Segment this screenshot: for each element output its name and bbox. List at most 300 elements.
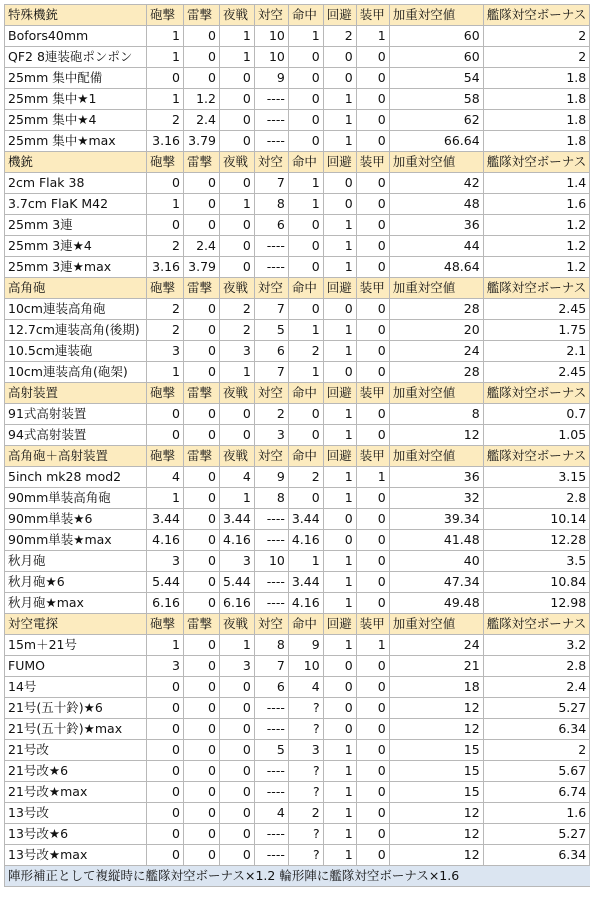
value-cell[interactable]: 3 [220, 551, 255, 572]
equipment-name-cell[interactable]: 14号 [5, 677, 147, 698]
value-cell[interactable]: 36 [389, 467, 483, 488]
value-cell[interactable]: 1 [288, 194, 323, 215]
value-cell[interactable]: ---- [254, 89, 288, 110]
value-cell[interactable]: 15 [389, 782, 483, 803]
value-cell[interactable]: 1.4 [483, 173, 590, 194]
value-cell[interactable]: 0 [356, 488, 389, 509]
column-header[interactable]: 砲撃 [147, 383, 184, 404]
value-cell[interactable]: 12.28 [483, 530, 590, 551]
value-cell[interactable]: 0 [147, 845, 184, 866]
value-cell[interactable]: ---- [254, 719, 288, 740]
value-cell[interactable]: 2 [483, 26, 590, 47]
value-cell[interactable]: 5 [254, 740, 288, 761]
value-cell[interactable]: 1 [147, 488, 184, 509]
value-cell[interactable]: 8 [254, 194, 288, 215]
value-cell[interactable]: 0 [288, 299, 323, 320]
column-header[interactable]: 回避 [323, 278, 356, 299]
column-header[interactable]: 砲撃 [147, 152, 184, 173]
value-cell[interactable]: 12 [389, 425, 483, 446]
value-cell[interactable]: 3.79 [184, 131, 220, 152]
value-cell[interactable]: 3.44 [220, 509, 255, 530]
equipment-name-cell[interactable]: 94式高射装置 [5, 425, 147, 446]
value-cell[interactable]: 0 [356, 656, 389, 677]
value-cell[interactable]: 0 [356, 299, 389, 320]
value-cell[interactable]: 0 [356, 719, 389, 740]
value-cell[interactable]: 5.67 [483, 761, 590, 782]
value-cell[interactable]: 3.79 [184, 257, 220, 278]
value-cell[interactable]: 2.4 [184, 236, 220, 257]
value-cell[interactable]: 0 [356, 215, 389, 236]
value-cell[interactable]: 66.64 [389, 131, 483, 152]
value-cell[interactable]: 4.16 [147, 530, 184, 551]
value-cell[interactable]: 9 [254, 467, 288, 488]
value-cell[interactable]: 0 [288, 236, 323, 257]
value-cell[interactable]: 6.16 [147, 593, 184, 614]
value-cell[interactable]: 1 [323, 761, 356, 782]
equipment-name-cell[interactable]: 13号改★6 [5, 824, 147, 845]
value-cell[interactable]: 1 [288, 320, 323, 341]
value-cell[interactable]: 0 [147, 824, 184, 845]
value-cell[interactable]: 0 [323, 719, 356, 740]
value-cell[interactable]: 0 [323, 173, 356, 194]
value-cell[interactable]: 54 [389, 68, 483, 89]
value-cell[interactable]: 0 [184, 635, 220, 656]
value-cell[interactable]: 6.34 [483, 845, 590, 866]
column-header[interactable]: 加重対空値 [389, 383, 483, 404]
value-cell[interactable]: 1 [323, 845, 356, 866]
value-cell[interactable]: 3.16 [147, 131, 184, 152]
value-cell[interactable]: 0 [147, 719, 184, 740]
value-cell[interactable]: 2 [147, 320, 184, 341]
value-cell[interactable]: 12 [389, 698, 483, 719]
value-cell[interactable]: ---- [254, 698, 288, 719]
value-cell[interactable]: 0 [288, 47, 323, 68]
value-cell[interactable]: 3.16 [147, 257, 184, 278]
value-cell[interactable]: 20 [389, 320, 483, 341]
column-header[interactable]: 砲撃 [147, 278, 184, 299]
value-cell[interactable]: 1 [323, 425, 356, 446]
value-cell[interactable]: 0 [356, 236, 389, 257]
value-cell[interactable]: 0 [356, 845, 389, 866]
value-cell[interactable]: 0 [323, 656, 356, 677]
equipment-name-cell[interactable]: 15m＋21号 [5, 635, 147, 656]
value-cell[interactable]: 0 [220, 110, 255, 131]
equipment-name-cell[interactable]: 10.5cm連装砲 [5, 341, 147, 362]
value-cell[interactable]: 0 [356, 320, 389, 341]
column-header[interactable]: 対空 [254, 446, 288, 467]
value-cell[interactable]: 0 [220, 215, 255, 236]
value-cell[interactable]: 5.27 [483, 824, 590, 845]
value-cell[interactable]: 0 [356, 572, 389, 593]
value-cell[interactable]: 0 [323, 677, 356, 698]
column-header[interactable]: 対空 [254, 383, 288, 404]
value-cell[interactable]: 0 [220, 89, 255, 110]
value-cell[interactable]: 1.8 [483, 68, 590, 89]
value-cell[interactable]: 0 [323, 362, 356, 383]
value-cell[interactable]: 0 [184, 761, 220, 782]
value-cell[interactable]: 2.4 [184, 110, 220, 131]
column-header[interactable]: 艦隊対空ボーナス [483, 614, 590, 635]
value-cell[interactable]: 4.16 [220, 530, 255, 551]
value-cell[interactable]: 1 [288, 173, 323, 194]
section-title[interactable]: 機銃 [5, 152, 147, 173]
value-cell[interactable]: 0 [323, 530, 356, 551]
value-cell[interactable]: 1.8 [483, 89, 590, 110]
value-cell[interactable]: 0 [220, 719, 255, 740]
column-header[interactable]: 命中 [288, 152, 323, 173]
value-cell[interactable]: 0 [323, 47, 356, 68]
column-header[interactable]: 回避 [323, 152, 356, 173]
value-cell[interactable]: 0.7 [483, 404, 590, 425]
column-header[interactable]: 回避 [323, 383, 356, 404]
value-cell[interactable]: 0 [356, 761, 389, 782]
value-cell[interactable]: 9 [254, 68, 288, 89]
value-cell[interactable]: 4 [147, 467, 184, 488]
value-cell[interactable]: 0 [184, 425, 220, 446]
value-cell[interactable]: 1 [323, 803, 356, 824]
equipment-name-cell[interactable]: 13号改 [5, 803, 147, 824]
value-cell[interactable]: 0 [184, 551, 220, 572]
value-cell[interactable]: 10.14 [483, 509, 590, 530]
value-cell[interactable]: 0 [184, 341, 220, 362]
value-cell[interactable]: 1 [323, 257, 356, 278]
value-cell[interactable]: 1 [220, 194, 255, 215]
equipment-name-cell[interactable]: 13号改★max [5, 845, 147, 866]
value-cell[interactable]: 10 [288, 656, 323, 677]
value-cell[interactable]: 58 [389, 89, 483, 110]
value-cell[interactable]: 10 [254, 551, 288, 572]
value-cell[interactable]: 0 [323, 194, 356, 215]
value-cell[interactable]: 0 [184, 488, 220, 509]
value-cell[interactable]: 0 [356, 173, 389, 194]
column-header[interactable]: 砲撃 [147, 5, 184, 26]
value-cell[interactable]: 0 [220, 761, 255, 782]
value-cell[interactable]: 2.45 [483, 362, 590, 383]
value-cell[interactable]: 0 [184, 593, 220, 614]
value-cell[interactable]: 12 [389, 824, 483, 845]
equipment-name-cell[interactable]: 10cm連装高角砲 [5, 299, 147, 320]
column-header[interactable]: 命中 [288, 383, 323, 404]
value-cell[interactable]: ---- [254, 782, 288, 803]
value-cell[interactable]: 1 [323, 824, 356, 845]
equipment-name-cell[interactable]: 21号改★max [5, 782, 147, 803]
value-cell[interactable]: 18 [389, 677, 483, 698]
value-cell[interactable]: 21 [389, 656, 483, 677]
column-header[interactable]: 装甲 [356, 152, 389, 173]
equipment-name-cell[interactable]: 秋月砲★6 [5, 572, 147, 593]
value-cell[interactable]: ? [288, 824, 323, 845]
column-header[interactable]: 雷撃 [184, 383, 220, 404]
value-cell[interactable]: 6 [254, 677, 288, 698]
equipment-name-cell[interactable]: 2cm Flak 38 [5, 173, 147, 194]
value-cell[interactable]: 1 [323, 572, 356, 593]
formation-note-cell[interactable]: 陣形補正として複縦時に艦隊対空ボーナス×1.2 輪形陣に艦隊対空ボーナス×1.6 [5, 866, 590, 887]
value-cell[interactable]: 3 [147, 656, 184, 677]
column-header[interactable]: 命中 [288, 5, 323, 26]
value-cell[interactable]: 3 [288, 740, 323, 761]
value-cell[interactable]: 60 [389, 47, 483, 68]
column-header[interactable]: 艦隊対空ボーナス [483, 446, 590, 467]
value-cell[interactable]: 1 [323, 635, 356, 656]
value-cell[interactable]: 2.8 [483, 656, 590, 677]
value-cell[interactable]: 0 [356, 698, 389, 719]
value-cell[interactable]: 12 [389, 845, 483, 866]
value-cell[interactable]: ---- [254, 824, 288, 845]
column-header[interactable]: 夜戦 [220, 446, 255, 467]
equipment-name-cell[interactable]: 3.7cm FlaK M42 [5, 194, 147, 215]
column-header[interactable]: 装甲 [356, 278, 389, 299]
equipment-name-cell[interactable]: QF2 8連装砲ポンポン [5, 47, 147, 68]
value-cell[interactable]: 2 [288, 467, 323, 488]
column-header[interactable]: 艦隊対空ボーナス [483, 152, 590, 173]
column-header[interactable]: 夜戦 [220, 5, 255, 26]
equipment-name-cell[interactable]: FUMO [5, 656, 147, 677]
value-cell[interactable]: 2.8 [483, 488, 590, 509]
equipment-name-cell[interactable]: 25mm 集中★4 [5, 110, 147, 131]
value-cell[interactable]: 3.2 [483, 635, 590, 656]
value-cell[interactable]: 1 [356, 635, 389, 656]
value-cell[interactable]: 6 [254, 215, 288, 236]
value-cell[interactable]: 0 [356, 131, 389, 152]
value-cell[interactable]: 2.4 [483, 677, 590, 698]
value-cell[interactable]: 1 [147, 89, 184, 110]
value-cell[interactable]: 7 [254, 362, 288, 383]
value-cell[interactable]: 3.44 [147, 509, 184, 530]
value-cell[interactable]: 0 [288, 215, 323, 236]
value-cell[interactable]: 32 [389, 488, 483, 509]
value-cell[interactable]: 0 [184, 572, 220, 593]
column-header[interactable]: 雷撃 [184, 152, 220, 173]
column-header[interactable]: 装甲 [356, 446, 389, 467]
value-cell[interactable]: 0 [184, 509, 220, 530]
value-cell[interactable]: 5.44 [147, 572, 184, 593]
value-cell[interactable]: 5.44 [220, 572, 255, 593]
column-header[interactable]: 砲撃 [147, 614, 184, 635]
value-cell[interactable]: 1 [323, 320, 356, 341]
value-cell[interactable]: 24 [389, 635, 483, 656]
equipment-name-cell[interactable]: 25mm 3連 [5, 215, 147, 236]
value-cell[interactable]: ---- [254, 131, 288, 152]
value-cell[interactable]: 7 [254, 173, 288, 194]
column-header[interactable]: 装甲 [356, 614, 389, 635]
value-cell[interactable]: 3.44 [288, 572, 323, 593]
value-cell[interactable]: 0 [220, 257, 255, 278]
equipment-name-cell[interactable]: 21号(五十鈴)★max [5, 719, 147, 740]
value-cell[interactable]: 1 [147, 362, 184, 383]
value-cell[interactable]: ---- [254, 761, 288, 782]
value-cell[interactable]: 12.98 [483, 593, 590, 614]
value-cell[interactable]: 0 [184, 782, 220, 803]
column-header[interactable]: 回避 [323, 446, 356, 467]
section-title[interactable]: 高角砲 [5, 278, 147, 299]
column-header[interactable]: 夜戦 [220, 383, 255, 404]
value-cell[interactable]: 1 [323, 740, 356, 761]
value-cell[interactable]: 6.34 [483, 719, 590, 740]
value-cell[interactable]: 0 [184, 26, 220, 47]
section-title[interactable]: 特殊機銃 [5, 5, 147, 26]
value-cell[interactable]: 0 [356, 782, 389, 803]
value-cell[interactable]: 1 [323, 131, 356, 152]
value-cell[interactable]: 0 [356, 677, 389, 698]
value-cell[interactable]: 6.16 [220, 593, 255, 614]
value-cell[interactable]: 0 [147, 677, 184, 698]
value-cell[interactable]: 0 [184, 194, 220, 215]
value-cell[interactable]: 0 [220, 698, 255, 719]
value-cell[interactable]: 0 [288, 68, 323, 89]
equipment-name-cell[interactable]: 秋月砲 [5, 551, 147, 572]
value-cell[interactable]: 1 [323, 488, 356, 509]
value-cell[interactable]: 0 [184, 173, 220, 194]
value-cell[interactable]: 0 [356, 362, 389, 383]
value-cell[interactable]: 1 [288, 362, 323, 383]
column-header[interactable]: 雷撃 [184, 614, 220, 635]
value-cell[interactable]: 1 [356, 467, 389, 488]
value-cell[interactable]: 1 [323, 236, 356, 257]
value-cell[interactable]: 0 [184, 530, 220, 551]
section-title[interactable]: 高射装置 [5, 383, 147, 404]
section-title[interactable]: 対空電探 [5, 614, 147, 635]
value-cell[interactable]: 1.8 [483, 131, 590, 152]
value-cell[interactable]: 1 [323, 782, 356, 803]
value-cell[interactable]: 1 [147, 194, 184, 215]
column-header[interactable]: 装甲 [356, 5, 389, 26]
value-cell[interactable]: 3.5 [483, 551, 590, 572]
value-cell[interactable]: 3.15 [483, 467, 590, 488]
equipment-name-cell[interactable]: 25mm 集中★max [5, 131, 147, 152]
value-cell[interactable]: 10 [254, 47, 288, 68]
value-cell[interactable]: 5.27 [483, 698, 590, 719]
value-cell[interactable]: 4.16 [288, 593, 323, 614]
value-cell[interactable]: 0 [356, 257, 389, 278]
value-cell[interactable]: 15 [389, 761, 483, 782]
value-cell[interactable]: 2 [483, 740, 590, 761]
value-cell[interactable]: 0 [220, 845, 255, 866]
value-cell[interactable]: 0 [356, 194, 389, 215]
value-cell[interactable]: 0 [356, 89, 389, 110]
value-cell[interactable]: 0 [147, 803, 184, 824]
value-cell[interactable]: 1 [220, 635, 255, 656]
value-cell[interactable]: 0 [288, 257, 323, 278]
value-cell[interactable]: 2.1 [483, 341, 590, 362]
value-cell[interactable]: 12 [389, 803, 483, 824]
value-cell[interactable]: ? [288, 719, 323, 740]
value-cell[interactable]: 0 [147, 173, 184, 194]
value-cell[interactable]: 0 [184, 47, 220, 68]
value-cell[interactable]: ---- [254, 530, 288, 551]
column-header[interactable]: 夜戦 [220, 614, 255, 635]
equipment-name-cell[interactable]: 90mm単装★max [5, 530, 147, 551]
column-header[interactable]: 夜戦 [220, 278, 255, 299]
column-header[interactable]: 夜戦 [220, 152, 255, 173]
value-cell[interactable]: 0 [220, 782, 255, 803]
value-cell[interactable]: 0 [356, 341, 389, 362]
value-cell[interactable]: 1 [147, 47, 184, 68]
column-header[interactable]: 対空 [254, 152, 288, 173]
value-cell[interactable]: 0 [184, 824, 220, 845]
equipment-name-cell[interactable]: Bofors40mm [5, 26, 147, 47]
value-cell[interactable]: 49.48 [389, 593, 483, 614]
value-cell[interactable]: 0 [220, 173, 255, 194]
value-cell[interactable]: 0 [184, 698, 220, 719]
value-cell[interactable]: 2 [147, 110, 184, 131]
value-cell[interactable]: 1.6 [483, 194, 590, 215]
value-cell[interactable]: 1.2 [483, 257, 590, 278]
value-cell[interactable]: 0 [184, 320, 220, 341]
column-header[interactable]: 命中 [288, 278, 323, 299]
column-header[interactable]: 砲撃 [147, 446, 184, 467]
value-cell[interactable]: 0 [288, 131, 323, 152]
equipment-name-cell[interactable]: 25mm 3連★4 [5, 236, 147, 257]
value-cell[interactable]: 3 [147, 341, 184, 362]
value-cell[interactable]: 0 [323, 299, 356, 320]
value-cell[interactable]: 1 [323, 110, 356, 131]
value-cell[interactable]: 36 [389, 215, 483, 236]
value-cell[interactable]: 8 [254, 635, 288, 656]
value-cell[interactable]: 0 [356, 803, 389, 824]
value-cell[interactable]: 1.2 [483, 236, 590, 257]
value-cell[interactable]: 0 [288, 425, 323, 446]
column-header[interactable]: 対空 [254, 614, 288, 635]
value-cell[interactable]: 1 [323, 551, 356, 572]
value-cell[interactable]: ---- [254, 572, 288, 593]
value-cell[interactable]: 0 [220, 131, 255, 152]
equipment-name-cell[interactable]: 秋月砲★max [5, 593, 147, 614]
value-cell[interactable]: ---- [254, 593, 288, 614]
value-cell[interactable]: 1.2 [483, 215, 590, 236]
value-cell[interactable]: ---- [254, 236, 288, 257]
value-cell[interactable]: 0 [356, 68, 389, 89]
equipment-name-cell[interactable]: 10cm連装高角(砲架) [5, 362, 147, 383]
value-cell[interactable]: 28 [389, 299, 483, 320]
value-cell[interactable]: 0 [184, 404, 220, 425]
value-cell[interactable]: 0 [288, 89, 323, 110]
equipment-name-cell[interactable]: 90mm単装★6 [5, 509, 147, 530]
column-header[interactable]: 命中 [288, 614, 323, 635]
value-cell[interactable]: 3 [147, 551, 184, 572]
value-cell[interactable]: 0 [184, 467, 220, 488]
value-cell[interactable]: 7 [254, 656, 288, 677]
value-cell[interactable]: 1 [220, 26, 255, 47]
value-cell[interactable]: 2 [483, 47, 590, 68]
value-cell[interactable]: 0 [356, 530, 389, 551]
value-cell[interactable]: 10.84 [483, 572, 590, 593]
value-cell[interactable]: 0 [184, 677, 220, 698]
value-cell[interactable]: 0 [220, 803, 255, 824]
value-cell[interactable]: 0 [184, 362, 220, 383]
value-cell[interactable]: 60 [389, 26, 483, 47]
value-cell[interactable]: 0 [184, 68, 220, 89]
value-cell[interactable]: 0 [356, 47, 389, 68]
value-cell[interactable]: 2 [220, 320, 255, 341]
value-cell[interactable]: 0 [184, 740, 220, 761]
value-cell[interactable]: 0 [147, 68, 184, 89]
value-cell[interactable]: 0 [356, 425, 389, 446]
value-cell[interactable]: 1 [147, 26, 184, 47]
value-cell[interactable]: 0 [356, 740, 389, 761]
value-cell[interactable]: 1 [147, 635, 184, 656]
value-cell[interactable]: 3.44 [288, 509, 323, 530]
value-cell[interactable]: 1 [323, 215, 356, 236]
value-cell[interactable]: 3 [220, 656, 255, 677]
value-cell[interactable]: 1 [323, 341, 356, 362]
column-header[interactable]: 加重対空値 [389, 446, 483, 467]
value-cell[interactable]: 28 [389, 362, 483, 383]
value-cell[interactable]: ? [288, 761, 323, 782]
value-cell[interactable]: 4 [288, 677, 323, 698]
value-cell[interactable]: 0 [184, 656, 220, 677]
value-cell[interactable]: 40 [389, 551, 483, 572]
equipment-name-cell[interactable]: 91式高射装置 [5, 404, 147, 425]
